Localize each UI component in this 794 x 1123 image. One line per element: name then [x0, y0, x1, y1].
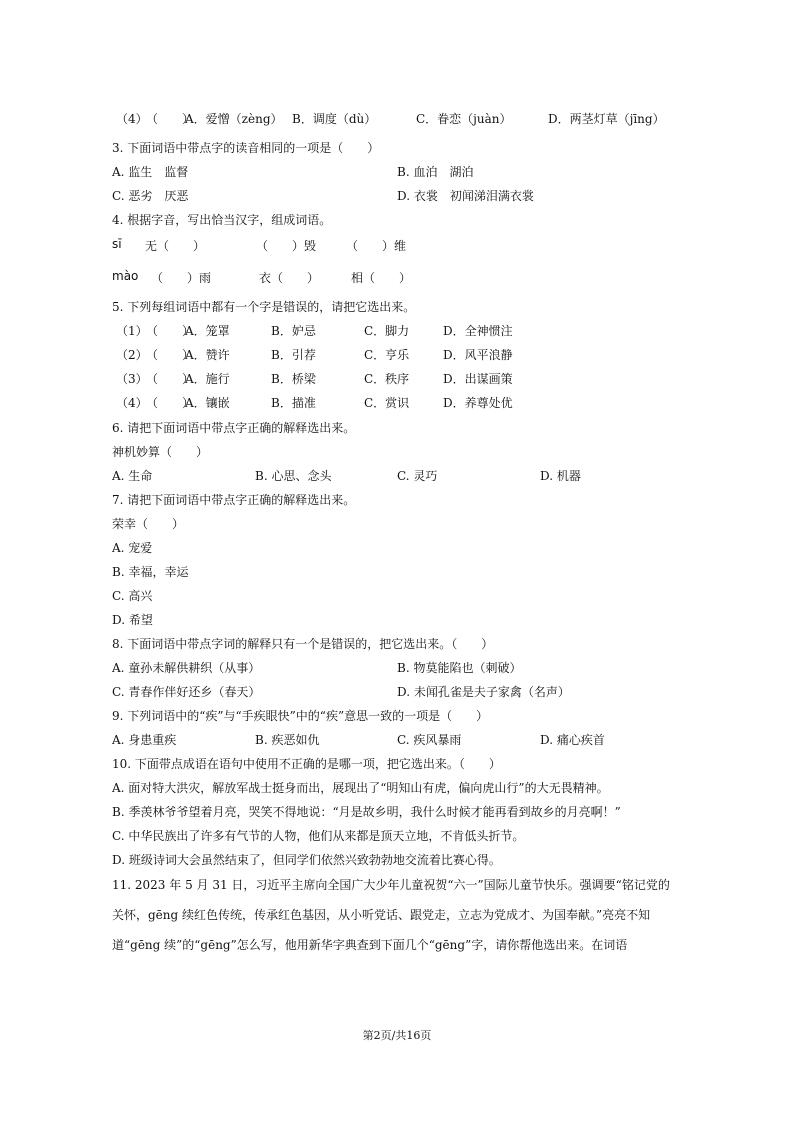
- q4-row2-blank-b[interactable]: 衣（ ）: [259, 271, 320, 285]
- q5-row2-num: （2）: [116, 348, 148, 362]
- q5-row4-option-c: C．赏识: [364, 396, 410, 410]
- q8-stem: 8. 下面词语中带点字词的解释只有一个是错误的，把它选出来。（ ）: [112, 637, 494, 651]
- q3-option-d: D. 衣裳 初闻涕泪满衣裳: [397, 189, 534, 203]
- q4-row2-pinyin: mào: [112, 269, 139, 283]
- q4-row1-blank-c[interactable]: （ ）维: [346, 239, 407, 253]
- q9-option-d: D. 痛心疾首: [540, 733, 605, 747]
- page-footer: 第2页/共16页: [362, 1029, 432, 1042]
- q10-option-d: D. 班级诗词大会虽然结束了，但同学们依然兴致勃勃地交流着比赛心得。: [112, 853, 501, 867]
- q6-stem: 6. 请把下面词语中带点字正确的解释选出来。: [112, 421, 356, 435]
- q9-option-a: A. 身患重疾: [112, 733, 177, 747]
- q5-row3-option-a: A．施行: [185, 372, 230, 386]
- q8-option-d: D. 未闻孔雀是夫子家禽（名声）: [397, 685, 570, 699]
- q5-row1-paren[interactable]: （ ）: [146, 324, 195, 338]
- q2-item4-option-c: C．眷恋（juàn）: [416, 112, 512, 126]
- q4-stem: 4. 根据字音，写出恰当汉字，组成词语。: [112, 213, 332, 227]
- q6-option-c: C. 灵巧: [397, 469, 438, 483]
- q3-option-b: B. 血泊 湖泊: [397, 165, 474, 179]
- q2-item4-option-a: A．爱憎（zèng）: [185, 112, 283, 126]
- q3-stem: 3. 下面词语中带点字的读音相同的一项是（ ）: [112, 141, 380, 155]
- q2-item4-num: （4）: [116, 112, 148, 126]
- q6-option-b: B. 心思、念头: [255, 469, 332, 483]
- q9-stem: 9. 下列词语中的“疾”与“手疾眼快”中的“疾”意思一致的一项是（ ）: [112, 709, 489, 723]
- q10-option-b: B. 季羡林爷爷望着月亮，哭笑不得地说：“月是故乡明，我什么时候才能再看到故乡的月亮啊！”: [112, 805, 621, 819]
- q5-stem: 5. 下列每组词语中都有一个字是错误的，请把它选出来。: [112, 300, 416, 314]
- q11-line1: 11. 2023 年 5 月 31 日，习近平主席向全国广大少年儿童祝贺“六一”国际儿童节快乐。强调要“铭记党的: [112, 878, 670, 892]
- q5-row2-option-b: B．引荐: [271, 348, 316, 362]
- q4-row1-blank-a[interactable]: 无（ ）: [145, 239, 206, 253]
- q11-line2: 关怀，gēng 续红色传统，传承红色基因，从小听党话、跟党走，立志为党成才、为国奉献。”亮亮不知: [112, 908, 651, 922]
- q5-row4-option-d: D．养尊处优: [443, 396, 513, 410]
- q10-stem: 10. 下面带点成语在语句中使用不正确的是哪一项，把它选出来。（ ）: [112, 757, 501, 771]
- q5-row4-num: （4）: [116, 396, 148, 410]
- q9-option-b: B. 疾恶如仇: [255, 733, 320, 747]
- q5-row1-option-c: C．脚力: [364, 324, 410, 338]
- q5-row3-paren[interactable]: （ ）: [146, 372, 195, 386]
- q5-row4-paren[interactable]: （ ）: [146, 396, 195, 410]
- q7-option-b: B. 幸福，幸运: [112, 565, 189, 579]
- q5-row4-option-b: B．描准: [271, 396, 316, 410]
- q5-row3-num: （3）: [116, 372, 148, 386]
- q5-row3-option-c: C．秩序: [364, 372, 410, 386]
- q6-option-a: A. 生命: [112, 469, 153, 483]
- q5-row2-option-c: C．亨乐: [364, 348, 410, 362]
- q7-option-c: C. 高兴: [112, 589, 153, 603]
- q5-row3-option-d: D．出谋画策: [443, 372, 513, 386]
- q2-item4-option-b: B．调度（dù）: [292, 112, 377, 126]
- q9-option-c: C. 疾风暴雨: [397, 733, 462, 747]
- q7-word[interactable]: 荣幸（ ）: [112, 517, 185, 531]
- q7-option-a: A. 宠爱: [112, 541, 153, 555]
- q11-line3: 道“gēng 续”的“gēng”怎么写，他用新华字典查到下面几个“gēng”字，请你帮他选出来。在词语: [112, 938, 628, 952]
- q3-option-a: A. 监生 监督: [112, 165, 189, 179]
- q4-row2-blank-c[interactable]: 相（ ）: [351, 271, 412, 285]
- q5-row2-option-a: A．赞许: [185, 348, 230, 362]
- q5-row1-option-d: D．全神惯注: [443, 324, 513, 338]
- q2-item4-answer-paren[interactable]: （ ）: [146, 112, 195, 126]
- q5-row2-option-d: D．风平浪静: [443, 348, 513, 362]
- q8-option-b: B. 物莫能陷也（刺破）: [397, 661, 522, 675]
- q7-option-d: D. 希望: [112, 613, 153, 627]
- q5-row3-option-b: B．桥梁: [271, 372, 316, 386]
- q4-row1-blank-b[interactable]: （ ）毁: [256, 239, 317, 253]
- q5-row1-num: （1）: [116, 324, 148, 338]
- q2-item4-option-d: D．两茎灯草（jīng）: [548, 112, 665, 126]
- q4-row1-pinyin: sī: [112, 237, 122, 251]
- q3-option-c: C. 恶劣 厌恶: [112, 189, 189, 203]
- q5-row1-option-a: A．笼罩: [185, 324, 230, 338]
- q8-option-a: A. 童孙未解供耕织（从事）: [112, 661, 261, 675]
- q4-row2-blank-a[interactable]: （ ）雨: [151, 271, 212, 285]
- q10-option-c: C. 中华民族出了许多有气节的人物，他们从来都是顶天立地，不肯低头折节。: [112, 829, 525, 843]
- q6-option-d: D. 机器: [540, 469, 581, 483]
- q5-row4-option-a: A．镶嵌: [185, 396, 230, 410]
- q10-option-a: A. 面对特大洪灾，解放军战士挺身而出，展现出了“明知山有虎，偏向虎山行”的大无畏精神。: [112, 781, 609, 795]
- q5-row2-paren[interactable]: （ ）: [146, 348, 195, 362]
- q6-word[interactable]: 神机妙算（ ）: [112, 445, 209, 459]
- q5-row1-option-b: B．妒忌: [271, 324, 316, 338]
- q8-option-c: C. 青春作伴好还乡（春天）: [112, 685, 261, 699]
- q7-stem: 7. 请把下面词语中带点字正确的解释选出来。: [112, 493, 356, 507]
